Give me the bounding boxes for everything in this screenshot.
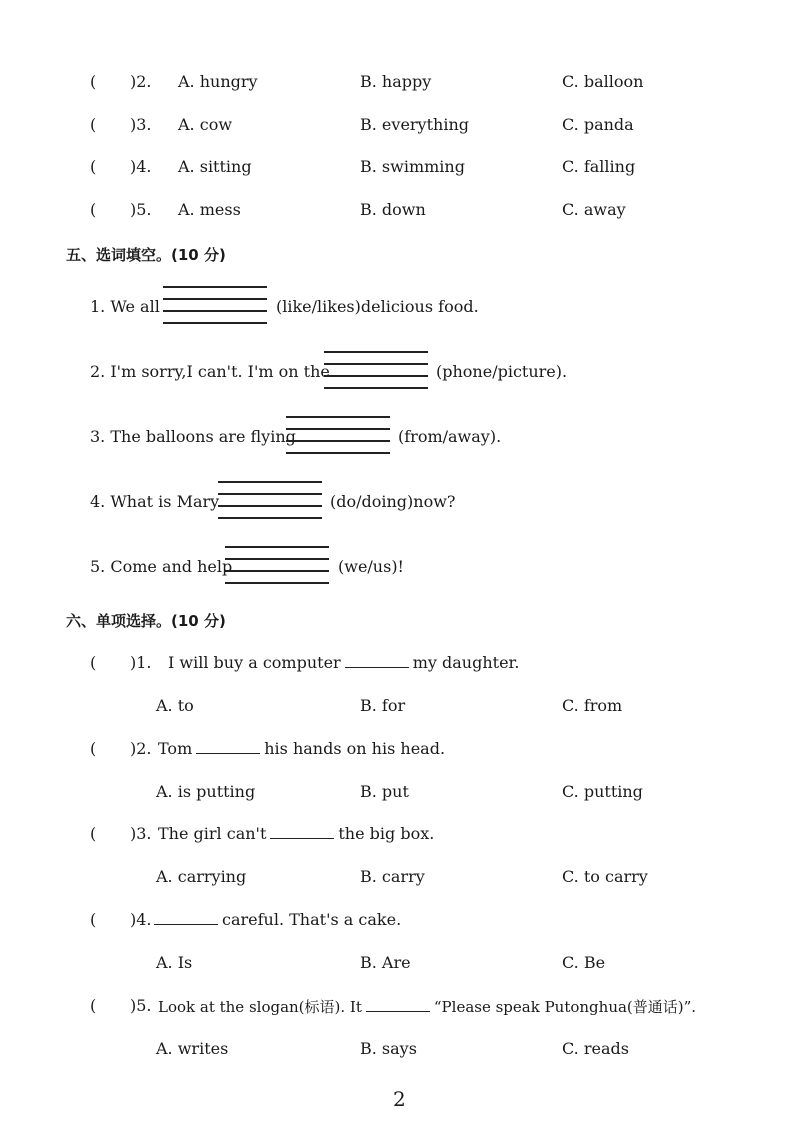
answer-underline xyxy=(366,997,430,1012)
fill-item-hint: (like/likes)delicious food. xyxy=(276,297,479,316)
question-number: )5. xyxy=(130,200,152,219)
question-number: )5. xyxy=(130,996,152,1015)
answer-paren: ( xyxy=(90,72,97,91)
option-c: C. panda xyxy=(562,115,634,134)
question-number: )4. xyxy=(130,157,152,176)
question-number: )3. xyxy=(130,115,152,134)
option-a: A. mess xyxy=(178,200,241,219)
fill-item-text: 5. Come and help xyxy=(90,557,233,576)
option-c: C. putting xyxy=(562,782,643,801)
option-b: B. everything xyxy=(360,115,469,134)
section-heading: 五、选词填空。(10 分) xyxy=(66,246,226,264)
answer-paren: ( xyxy=(90,910,97,929)
fill-item-hint: (phone/picture). xyxy=(436,362,568,381)
option-a: A. hungry xyxy=(178,72,258,91)
answer-blank[interactable] xyxy=(218,481,322,517)
answer-paren: ( xyxy=(90,200,97,219)
option-c: C. from xyxy=(562,696,623,715)
answer-blank[interactable] xyxy=(324,351,428,387)
option-c: C. reads xyxy=(562,1039,629,1058)
answer-underline xyxy=(196,739,260,754)
option-a: A. writes xyxy=(156,1039,229,1058)
answer-paren: ( xyxy=(90,653,97,672)
question-number: )1. xyxy=(130,653,152,672)
answer-underline xyxy=(154,910,218,925)
answer-underline xyxy=(345,653,409,668)
question-number: )2. xyxy=(130,72,152,91)
fill-item-text: 3. The balloons are flying xyxy=(90,427,296,446)
option-b: B. Are xyxy=(360,953,411,972)
answer-paren: ( xyxy=(90,115,97,134)
option-c: C. away xyxy=(562,200,626,219)
question-stem: The girl can't the big box. xyxy=(158,824,435,843)
option-b: B. happy xyxy=(360,72,432,91)
option-c: C. falling xyxy=(562,157,636,176)
fill-item-text: 4. What is Mary xyxy=(90,492,220,511)
option-b: B. put xyxy=(360,782,409,801)
option-a: A. to xyxy=(156,696,194,715)
question-stem: Tom his hands on his head. xyxy=(158,739,446,758)
option-a: A. cow xyxy=(178,115,233,134)
page-number: 2 xyxy=(393,1087,406,1111)
section-heading: 六、单项选择。(10 分) xyxy=(66,612,226,630)
option-a: A. carrying xyxy=(156,867,247,886)
answer-paren: ( xyxy=(90,996,97,1015)
option-c: C. Be xyxy=(562,953,606,972)
option-a: A. is putting xyxy=(156,782,256,801)
answer-paren: ( xyxy=(90,739,97,758)
question-stem: I will buy a computer my daughter. xyxy=(168,653,520,672)
fill-item-hint: (from/away). xyxy=(398,427,502,446)
question-stem: Look at the slogan(标语). It “Please speak Putonghua(普通话)”. xyxy=(158,998,697,1016)
option-b: B. says xyxy=(360,1039,417,1058)
fill-item-text: 1. We all xyxy=(90,297,160,316)
answer-paren: ( xyxy=(90,157,97,176)
answer-paren: ( xyxy=(90,824,97,843)
option-a: A. sitting xyxy=(178,157,252,176)
answer-underline xyxy=(270,824,334,839)
question-number: )2. xyxy=(130,739,152,758)
answer-blank[interactable] xyxy=(163,286,267,322)
option-b: B. swimming xyxy=(360,157,465,176)
option-a: A. Is xyxy=(156,953,193,972)
answer-blank[interactable] xyxy=(225,546,329,582)
question-number: )3. xyxy=(130,824,152,843)
option-b: B. down xyxy=(360,200,426,219)
answer-blank[interactable] xyxy=(286,416,390,452)
question-stem: careful. That's a cake. xyxy=(150,910,401,929)
question-number: )4. xyxy=(130,910,152,929)
option-b: B. carry xyxy=(360,867,425,886)
fill-item-hint: (do/doing)now? xyxy=(330,492,456,511)
option-b: B. for xyxy=(360,696,406,715)
fill-item-text: 2. I'm sorry,I can't. I'm on the xyxy=(90,362,330,381)
option-c: C. to carry xyxy=(562,867,648,886)
option-c: C. balloon xyxy=(562,72,644,91)
fill-item-hint: (we/us)! xyxy=(338,557,404,576)
